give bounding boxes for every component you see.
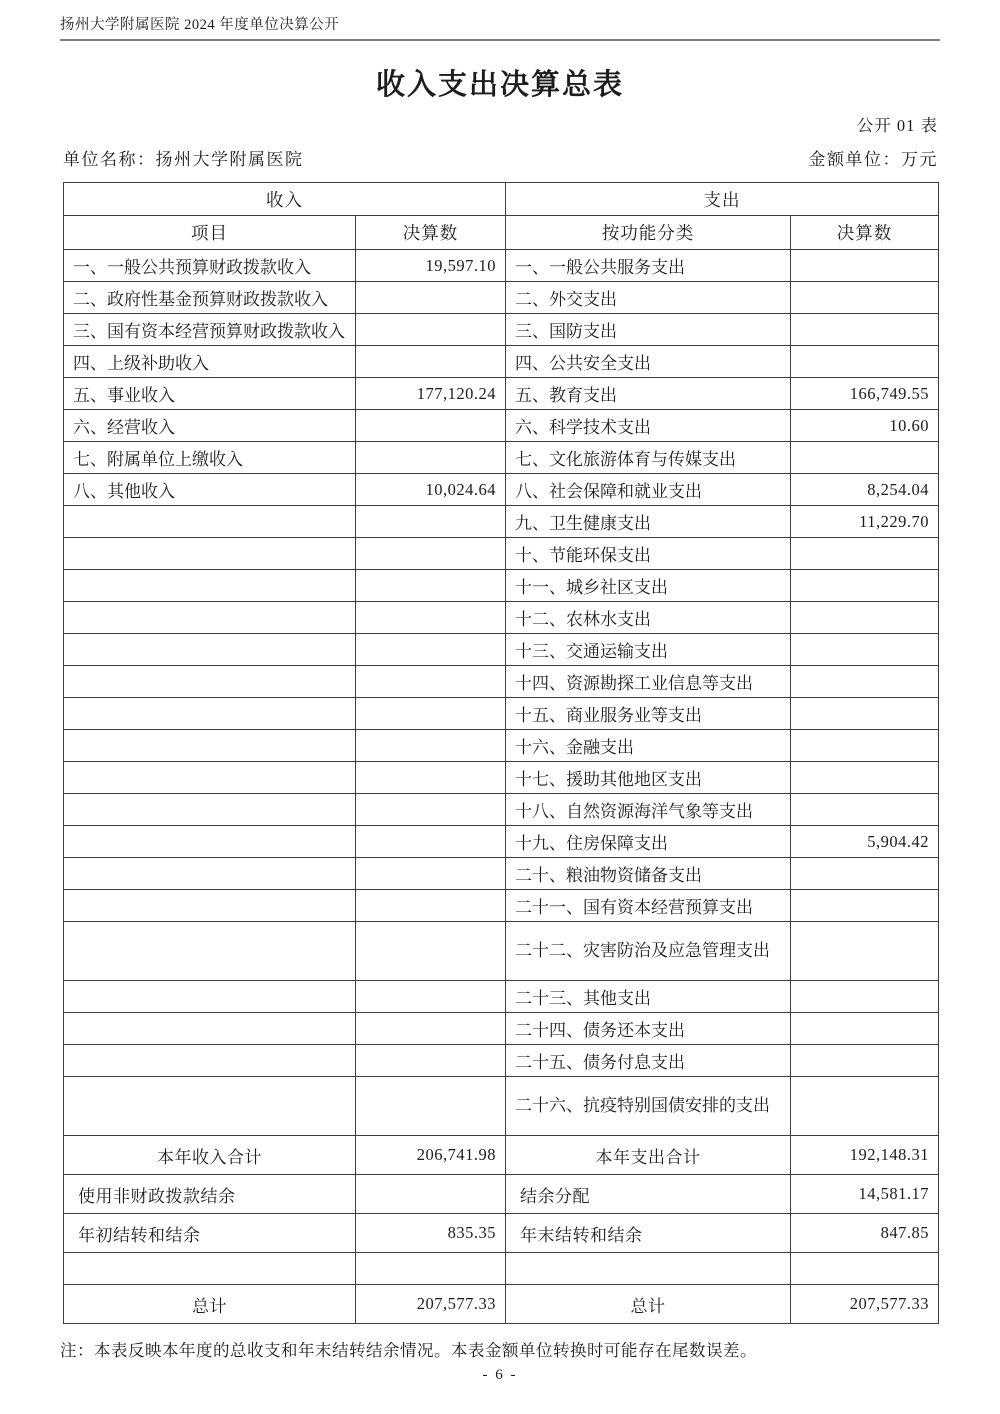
expense-value-cell: [791, 666, 939, 698]
expense-item-cell: 十六、金融支出: [506, 730, 791, 762]
income-value-cell: [356, 1045, 506, 1077]
income-value-cell: [356, 282, 506, 314]
table-row: [64, 981, 939, 1013]
income-value-cell: [356, 730, 506, 762]
income-value-cell: [356, 1077, 506, 1136]
income-item-cell: 四、上级补助收入: [64, 346, 356, 378]
expense-value-cell: [791, 442, 939, 474]
income-value-cell: [356, 346, 506, 378]
income-item-cell: [64, 570, 356, 602]
income-item-cell: [64, 890, 356, 922]
table-row: [64, 1045, 939, 1077]
income-item-cell: [64, 666, 356, 698]
expense-value-cell: [791, 858, 939, 890]
income-item-cell: [64, 922, 356, 981]
income-value-cell: [356, 981, 506, 1013]
expense-value-cell: [791, 762, 939, 794]
table-row: [64, 506, 939, 538]
summary-row: [64, 1136, 939, 1175]
expense-item-cell: 四、公共安全支出: [506, 346, 791, 378]
expense-item-cell: 二十、粮油物资储备支出: [506, 858, 791, 890]
income-value-cell: [356, 1013, 506, 1045]
income-item-cell: 三、国有资本经营预算财政拨款收入: [64, 314, 356, 346]
income-item-cell: [64, 858, 356, 890]
expense-value-cell: [791, 1013, 939, 1045]
footnote: 注：本表反映本年度的总收支和年末结转结余情况。本表金额单位转换时可能存在尾数误差。: [60, 1341, 757, 1360]
expense-value-cell: 5,904.42: [791, 826, 939, 858]
summary-expense-item-cell: [506, 1253, 791, 1285]
income-item-cell: [64, 698, 356, 730]
expense-item-cell: 十二、农林水支出: [506, 602, 791, 634]
section-header-row: [64, 183, 939, 216]
meta-row: [63, 145, 938, 170]
expense-value-cell: [791, 730, 939, 762]
income-item-cell: [64, 538, 356, 570]
table-row: [64, 1013, 939, 1045]
summary-row: [64, 1175, 939, 1214]
summary-income-value-cell: [356, 1253, 506, 1285]
expense-value-cell: [791, 1045, 939, 1077]
income-item-cell: [64, 826, 356, 858]
summary-expense-item-cell: 年末结转和结余: [506, 1214, 791, 1253]
amount-unit-label: 金额单位：万元: [808, 150, 938, 169]
income-item-cell: 六、经营收入: [64, 410, 356, 442]
expense-value-cell: [791, 1077, 939, 1136]
income-value-cell: [356, 602, 506, 634]
expense-item-cell: 三、国防支出: [506, 314, 791, 346]
table-row: [64, 410, 939, 442]
expense-value-cell: [791, 922, 939, 981]
col-header-functional-class: 按功能分类: [506, 216, 791, 250]
income-item-cell: [64, 634, 356, 666]
expense-item-cell: 一、一般公共服务支出: [506, 250, 791, 282]
income-value-cell: 19,597.10: [356, 250, 506, 282]
unit-name-label: 单位名称：扬州大学附属医院: [63, 150, 304, 169]
income-value-cell: 10,024.64: [356, 474, 506, 506]
table-row: [64, 282, 939, 314]
summary-income-value-cell: 207,577.33: [356, 1285, 506, 1324]
expense-value-cell: 8,254.04: [791, 474, 939, 506]
expense-value-cell: 11,229.70: [791, 506, 939, 538]
table-row: [64, 602, 939, 634]
expense-item-cell: 七、文化旅游体育与传媒支出: [506, 442, 791, 474]
table-row: [64, 698, 939, 730]
expense-item-cell: 十、节能环保支出: [506, 538, 791, 570]
expense-value-cell: 10.60: [791, 410, 939, 442]
table-row: [64, 826, 939, 858]
expense-item-cell: 五、教育支出: [506, 378, 791, 410]
table-row: [64, 378, 939, 410]
expense-item-cell: 九、卫生健康支出: [506, 506, 791, 538]
summary-expense-value-cell: 207,577.33: [791, 1285, 939, 1324]
summary-expense-item-cell: 结余分配: [506, 1175, 791, 1214]
expense-item-cell: 十七、援助其他地区支出: [506, 762, 791, 794]
summary-income-item-cell: 使用非财政拨款结余: [64, 1175, 356, 1214]
table-code-label: 公开 01 表: [856, 116, 938, 135]
summary-row: [64, 1253, 939, 1285]
income-value-cell: [356, 410, 506, 442]
expense-section-header: 支出: [506, 183, 939, 216]
income-value-cell: [356, 666, 506, 698]
summary-income-value-cell: 835.35: [356, 1214, 506, 1253]
table-row: [64, 250, 939, 282]
income-value-cell: [356, 794, 506, 826]
table-row: [64, 794, 939, 826]
expense-item-cell: 十三、交通运输支出: [506, 634, 791, 666]
summary-expense-item-cell: 本年支出合计: [506, 1136, 791, 1175]
income-item-cell: [64, 1077, 356, 1136]
summary-expense-value-cell: [791, 1253, 939, 1285]
table-row: [64, 762, 939, 794]
table-row: [64, 442, 939, 474]
expense-item-cell: 二十四、债务还本支出: [506, 1013, 791, 1045]
income-item-cell: [64, 762, 356, 794]
income-value-cell: [356, 858, 506, 890]
table-row: [64, 538, 939, 570]
document-header-text: 扬州大学附属医院 2024 年度单位决算公开: [60, 17, 340, 33]
expense-value-cell: 166,749.55: [791, 378, 939, 410]
summary-income-item-cell: 本年收入合计: [64, 1136, 356, 1175]
table-row: [64, 666, 939, 698]
table-row: [64, 922, 939, 981]
col-header-income-amount: 决算数: [356, 216, 506, 250]
income-item-cell: [64, 794, 356, 826]
expense-value-cell: [791, 282, 939, 314]
income-item-cell: [64, 1013, 356, 1045]
income-item-cell: 二、政府性基金预算财政拨款收入: [64, 282, 356, 314]
table-row: [64, 570, 939, 602]
summary-expense-value-cell: 192,148.31: [791, 1136, 939, 1175]
income-item-cell: [64, 506, 356, 538]
expense-item-cell: 二十二、灾害防治及应急管理支出: [506, 922, 791, 981]
page-title: 收入支出决算总表: [375, 69, 624, 101]
expense-item-cell: 十五、商业服务业等支出: [506, 698, 791, 730]
income-item-cell: 七、附属单位上缴收入: [64, 442, 356, 474]
expense-item-cell: 二十六、抗疫特别国债安排的支出: [506, 1077, 791, 1136]
income-item-cell: [64, 602, 356, 634]
table-row: [64, 1077, 939, 1136]
expense-value-cell: [791, 250, 939, 282]
expense-value-cell: [791, 346, 939, 378]
income-item-cell: 一、一般公共预算财政拨款收入: [64, 250, 356, 282]
expense-item-cell: 十九、住房保障支出: [506, 826, 791, 858]
expense-item-cell: 二十三、其他支出: [506, 981, 791, 1013]
summary-income-value-cell: 206,741.98: [356, 1136, 506, 1175]
col-header-expense-amount: 决算数: [791, 216, 939, 250]
summary-income-item-cell: [64, 1253, 356, 1285]
income-item-cell: 八、其他收入: [64, 474, 356, 506]
income-value-cell: [356, 442, 506, 474]
expense-value-cell: [791, 890, 939, 922]
expense-value-cell: [791, 538, 939, 570]
table-row: [64, 730, 939, 762]
income-value-cell: [356, 890, 506, 922]
expense-value-cell: [791, 314, 939, 346]
income-section-header: 收入: [64, 183, 506, 216]
expense-value-cell: [791, 981, 939, 1013]
expense-item-cell: 十四、资源勘探工业信息等支出: [506, 666, 791, 698]
expense-value-cell: [791, 602, 939, 634]
income-value-cell: [356, 314, 506, 346]
income-item-cell: 五、事业收入: [64, 378, 356, 410]
summary-income-item-cell: 总计: [64, 1285, 356, 1324]
table-row: [64, 474, 939, 506]
table-row: [64, 890, 939, 922]
col-header-item: 项目: [64, 216, 356, 250]
summary-row: [64, 1214, 939, 1253]
table-row: [64, 346, 939, 378]
document-header: [60, 0, 940, 41]
income-value-cell: 177,120.24: [356, 378, 506, 410]
table-row: [64, 634, 939, 666]
income-value-cell: [356, 922, 506, 981]
expense-value-cell: [791, 698, 939, 730]
expense-item-cell: 六、科学技术支出: [506, 410, 791, 442]
income-value-cell: [356, 538, 506, 570]
expense-item-cell: 二十五、债务付息支出: [506, 1045, 791, 1077]
income-item-cell: [64, 730, 356, 762]
summary-expense-value-cell: 14,581.17: [791, 1175, 939, 1214]
summary-expense-item-cell: 总计: [506, 1285, 791, 1324]
expense-item-cell: 十八、自然资源海洋气象等支出: [506, 794, 791, 826]
table-row: [64, 858, 939, 890]
income-value-cell: [356, 762, 506, 794]
income-value-cell: [356, 634, 506, 666]
expense-item-cell: 十一、城乡社区支出: [506, 570, 791, 602]
income-value-cell: [356, 826, 506, 858]
income-value-cell: [356, 570, 506, 602]
income-item-cell: [64, 1045, 356, 1077]
summary-expense-value-cell: 847.85: [791, 1214, 939, 1253]
final-accounts-table: [63, 182, 939, 1324]
expense-item-cell: 八、社会保障和就业支出: [506, 474, 791, 506]
income-item-cell: [64, 981, 356, 1013]
expense-item-cell: 二、外交支出: [506, 282, 791, 314]
summary-income-item-cell: 年初结转和结余: [64, 1214, 356, 1253]
page-number: - 6 -: [482, 1367, 518, 1383]
summary-income-value-cell: [356, 1175, 506, 1214]
expense-value-cell: [791, 570, 939, 602]
expense-value-cell: [791, 634, 939, 666]
column-header-row: [64, 216, 939, 250]
income-value-cell: [356, 506, 506, 538]
expense-value-cell: [791, 794, 939, 826]
table-row: [64, 314, 939, 346]
income-value-cell: [356, 698, 506, 730]
summary-row: [64, 1285, 939, 1324]
expense-item-cell: 二十一、国有资本经营预算支出: [506, 890, 791, 922]
